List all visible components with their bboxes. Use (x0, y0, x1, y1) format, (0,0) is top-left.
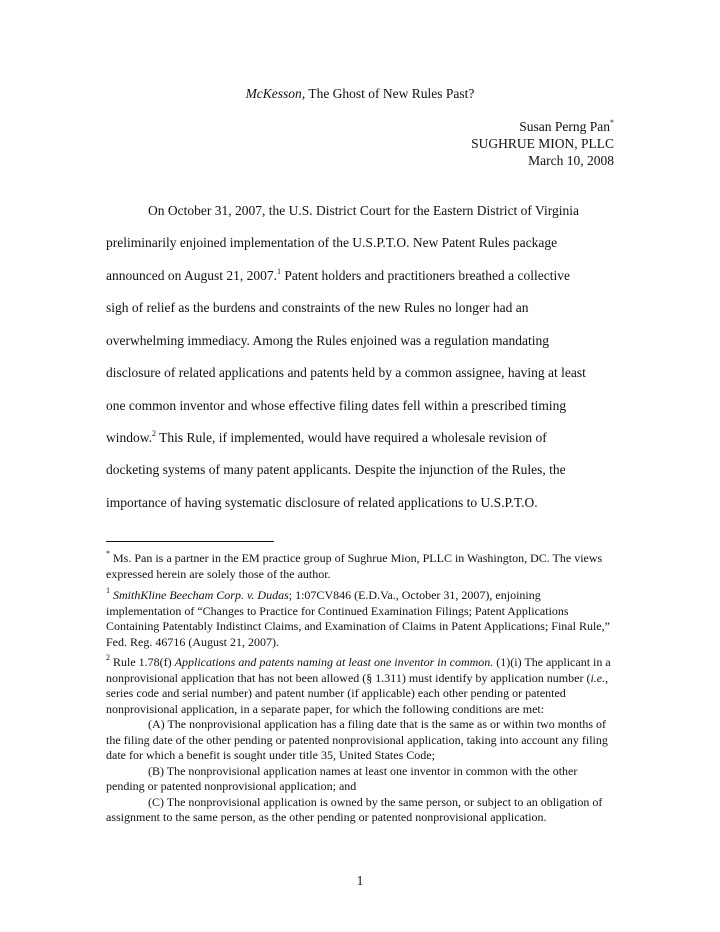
body-line-1: On October 31, 2007, the U.S. District Court for the Eastern District of Virginia (148, 203, 579, 218)
body-line-8: window.$^2$ This Rule, if implemented, would have required a wholesale revision of (106, 429, 547, 445)
body-line-10: importance of having systematic disclosure of related applications to U.S.P.T.O. (106, 495, 538, 510)
body-line-3: announced on August 21, 2007.$^1$ Patent holders and practitioners breathed a collective (106, 267, 571, 283)
footnote-ref-2[interactable]: 2 (152, 429, 156, 438)
footnote-2-condition-a: (A) The nonprovisional application has a filing date that is the same as or within two months of the filing date of the other pending or patented nonprovisional application, taking into account any filing date for which a benefit is sought under title 35, United States Code; (106, 717, 608, 762)
footnote-1: $^1$ SmithKline Beecham Corp. v. Dudas; 1:07CV846 (E.D.Va., October 31, 2007), enjoining implementation of “Changes to Practice for Continued Examination Filings; Patent Applications Containing Patentably Indistinct Claims, and Examination of Claims in Patent Applications; Final Rule,” Fed. Reg. 46716 (August 21, 2007). (106, 586, 610, 649)
body-line-6: disclosure of related applications and patents held by a common assignee, having at least (106, 365, 586, 380)
footnote-2-condition-c: (C) The nonprovisional application is owned by the same person, or subject to an obligation of assignment to the same person, as the other pending or patented nonprovisional application. (106, 794, 603, 824)
page-number: 1 (356, 873, 364, 888)
body-line-5: overwhelming immediacy. Among the Rules enjoined was a regulation mandating (106, 333, 550, 348)
footnote-1-case: SmithKline Beecham Corp. v. Dudas (113, 588, 289, 602)
firm-name: SUGHRUE MION, PLLC (471, 136, 614, 151)
title-case-name: McKesson (245, 86, 302, 101)
body-line-2: preliminarily enjoined implementation of the U.S.P.T.O. New Patent Rules package (106, 235, 558, 250)
author-name: Susan Perng Pan* (519, 118, 614, 134)
footnote-2-condition-b: (B) The nonprovisional application names at least one inventor in common with the other pending or patented nonprovisional application; and (106, 763, 578, 793)
footnote-2: $^2$ Rule 1.78(f) Applications and patents naming at least one inventor in common. (1)(i) The applicant in a nonprovisional application that has not been allowed (§ 1.311) must identify by application number (i.e., series code and serial number) and patent number (if applicable) each other pending or patented nonprovisional application, in a separate paper, for which the following conditions are met: (A) The nonprovisional application has a filing date that is the same as or within two months of the filing date of the other pending or patented nonprovisional application, taking into account any filing date for which a benefit is sought under title 35, United States Code; (B) The nonprovisional application names at least one inventor in common with the other pending or patented nonprovisional application; and (C) The nonprovisional application is owned by the same person, or subject to an obligation of assignment to the same person, as the other pending or patented nonprovisional application. (106, 655, 616, 826)
author-footnote-mark: * (610, 118, 614, 127)
footnote-separator (106, 541, 274, 542)
footnote-mark-2: 2 (106, 653, 110, 662)
title-rest: , The Ghost of New Rules Past? (301, 86, 475, 101)
body-line-7: one common inventor and whose effective filing dates fell within a prescribed timing (106, 398, 567, 413)
footnote-mark-star: * (106, 549, 110, 558)
footnote-2-heading: Applications and patents naming at least one inventor in common. (174, 655, 494, 669)
footnote-mark-1: 1 (106, 586, 110, 595)
body-line-4: sigh of relief as the burdens and constraints of the new Rules no longer had an (106, 300, 529, 315)
footnote-ref-1[interactable]: 1 (277, 267, 281, 276)
body-line-9: docketing systems of many patent applicants. Despite the injunction of the Rules, the (106, 462, 566, 477)
document-title (0, 86, 720, 102)
footnote-author: * Ms. Pan is a partner in the EM practice group of Sughrue Mion, PLLC in Washington, DC. The views expressed herein are solely those of the author. (106, 549, 603, 581)
document-date: March 10, 2008 (528, 153, 614, 168)
